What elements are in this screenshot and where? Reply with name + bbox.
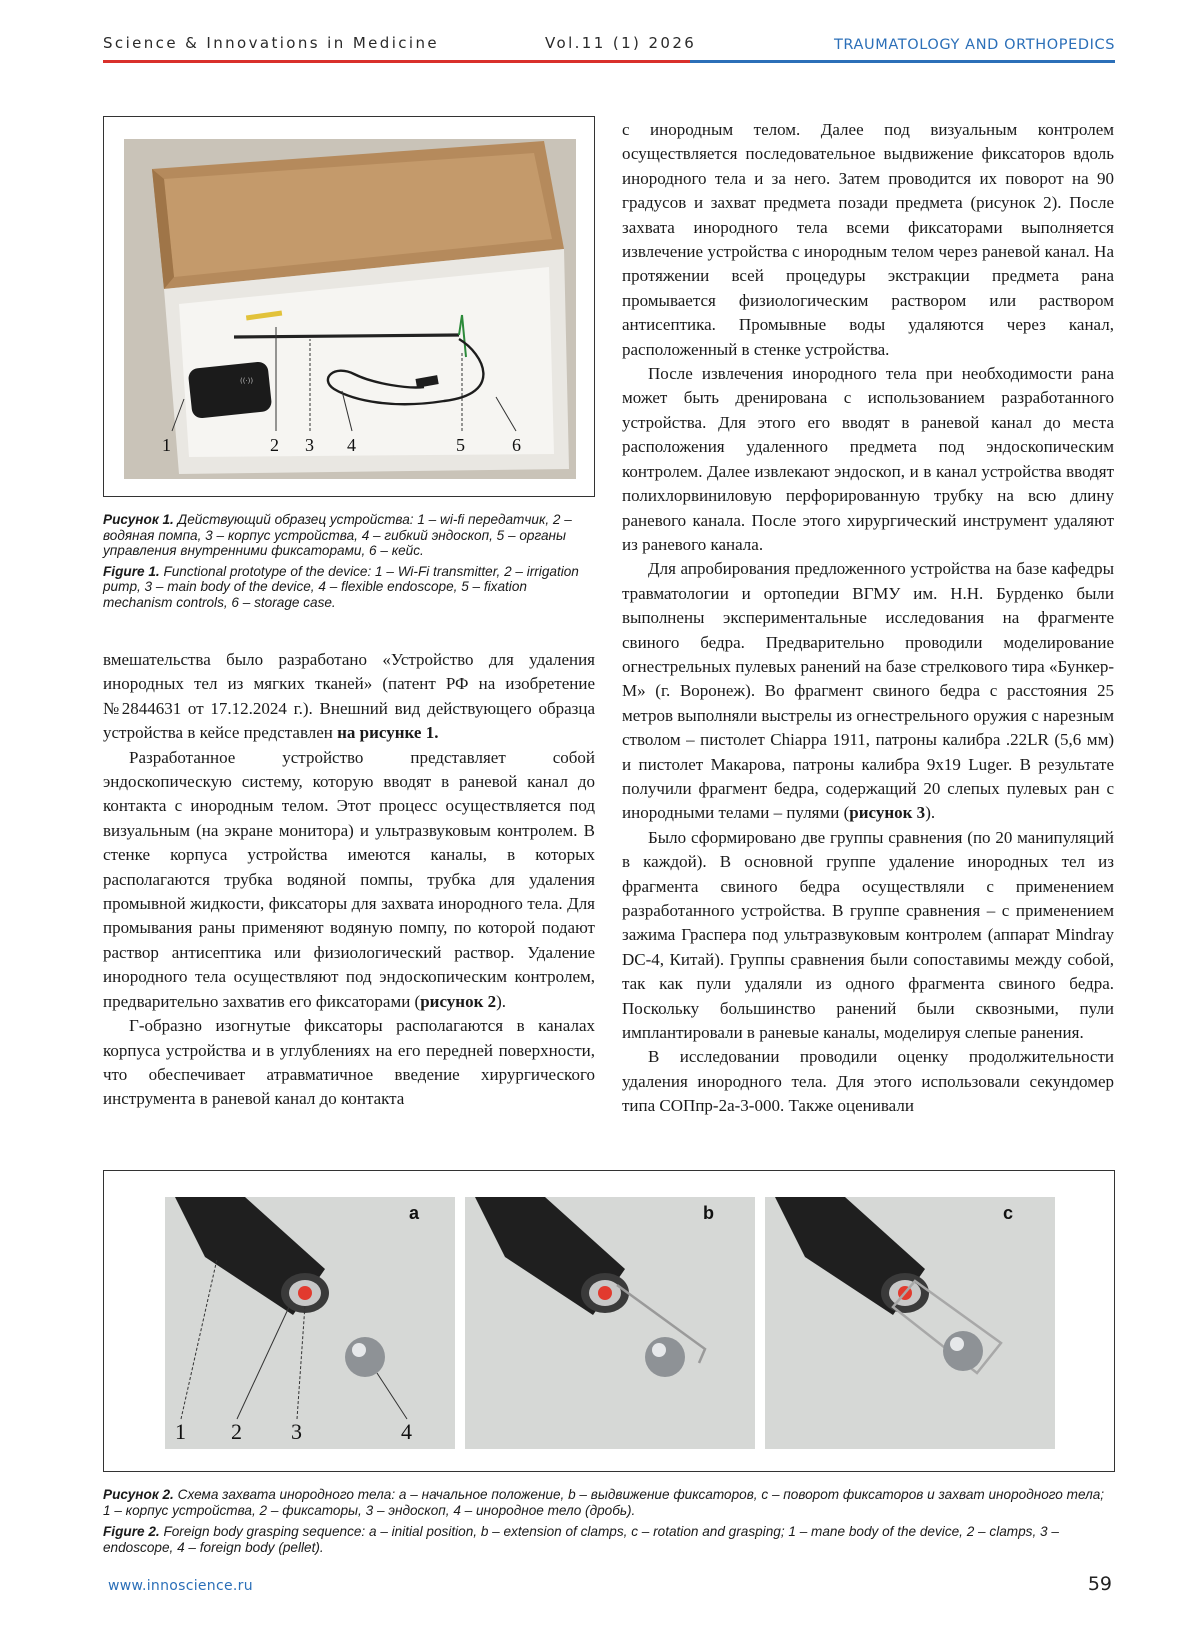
figure-2-caption — [103, 1487, 1115, 1555]
paragraph: с инородным телом. Далее под визуальным контролем осуществляется последовательное выдвижение фиксаторов вдоль инородного тела и за него. Затем проводится их поворот на 90 градусов и захват предмета позади предмета (рисунок 2). После захвата инородного тела всеми фиксаторами выполняется извлечение устройства с инородным телом через раневой канал. На протяжении всей процедуры экстракции предмета рана промывается физиологическим раствором или раствором антисептика. Промывные воды удаляются через канал, расположенный в стенке устройства. — [622, 120, 1114, 359]
figure-2-frame — [103, 1170, 1115, 1472]
caption-ru: Рисунок 2. Схема захвата инородного тела: a – начальное положение, b – выдвижение фиксаторов, c – поворот фиксаторов и захват инородного тела; 1 – корпус устройства, 2 – фиксаторы, 3 – эндоскоп, 4 – инородное тело (дробь). — [103, 1487, 1105, 1518]
paragraph: Г-образно изогнутые фиксаторы располагаются в каналах корпуса устройства и в углублениях на его передней поверхности, что обеспечивает атравматичное введение хирургического инструмента в раневой канал до контакта — [103, 1016, 595, 1109]
section-title: TRAUMATOLOGY AND ORTHOPEDICS — [833, 37, 1115, 53]
page-number: 59 — [1087, 1573, 1112, 1595]
callout-1: 1 — [175, 1419, 186, 1444]
callout-2: 2 — [231, 1419, 242, 1444]
left-column-text — [103, 648, 595, 1112]
wifi-transmitter-device — [188, 361, 273, 419]
callout-3: 3 — [305, 435, 314, 455]
panel-c — [765, 1197, 1055, 1449]
paragraph: вмешательства было разработано «Устройство для удаления инородных тел из мягких тканей» (патент РФ на изобретение №2844631 от 17.12.2024 г.). Внешний вид действующего образца устройства в кейсе представлен на рисунке 1. — [103, 650, 595, 743]
figure-1-frame — [103, 116, 595, 497]
header-rule — [103, 60, 1115, 63]
callout-2: 2 — [270, 435, 279, 455]
callout-4: 4 — [347, 435, 356, 455]
figure-1-caption — [103, 512, 583, 611]
callout-6: 6 — [512, 435, 521, 455]
paragraph: После извлечения инородного тела при необходимости рана может быть дренирована с использованием разработанного устройства. Для этого его вводят в раневой канал до места расположения удаленного предмета под эндоскопическим контролем. Далее извлекают эндоскоп, и в канал устройства вводят полихлорвиниловую перфорированную трубку на всю длину раневого канала. После этого хирургический инструмент удаляют из раневого канала. — [622, 364, 1114, 554]
volume-issue: Vol.11 (1) 2026 — [545, 34, 697, 52]
paragraph: Разработанное устройство представляет собой эндоскопическую систему, которую вводят в раневой канал до контакта с инородным телом. Этот процесс осуществляется под визуальным (на экране монитора) и ультразвуковым контролем. В стенке корпуса устройства имеются каналы, в которых располагаются трубка водяной помпы, трубка для удаления промывной жидкости, фиксаторы для захвата инородного тела. Для промывания раны применяют водяную помпу, по которой подают раствор антисептика или физиологический раствор. Удаление инородного тела осуществляют под эндоскопическим контролем, предварительно захватив его фиксаторами (рисунок 2). — [103, 747, 595, 1011]
panel-label-c: c — [1003, 1203, 1014, 1223]
paragraph: В исследовании проводили оценку продолжительности удаления инородного тела. Для этого использовали секундомер типа СОПпр-2а-3-000. Также оценивали — [622, 1047, 1114, 1116]
paragraph: Было сформировано две группы сравнения (по 20 манипуляций в каждой). В основной группе удаление инородных тел из фрагмента свиного бедра осуществляли с применением разработанного устройства. В группе сравнения – с применением зажима Граспера под ультразвуковым контролем (аппарат Mindray DC-4, Китай). Группы сравнения были сопоставимы между собой, так как пули удаляли из одного фрагмента свиного бедра. Поскольку большинство ранений были сквозными, пули имплантировали в раневые каналы, моделируя слепые ранения. — [622, 827, 1114, 1043]
panel-label-b: b — [703, 1203, 714, 1223]
figure-1-photo — [124, 139, 576, 479]
paragraph: Для апробирования предложенного устройства на базе кафедры травматологии и ортопедии ВГМУ им. Н.Н. Бурденко были выполнены экспериментальные исследования на фрагменте свиного бедра. Предварительно проводили моделирование огнестрельных пулевых ранений на базе стрелкового тира «Бункер-М» (г. Воронеж). Во фрагмент свиного бедра с расстояния 25 метров выполняли выстрелы из огнестрельного оружия с нарезным стволом – пистолет Chiappa 1911, патроны калибра .22LR (5,6 мм) и пистолет Макарова, патроны калибра 9х19 Luger. В результате получили фрагмент бедра, содержащий 20 слепых пулевых ран с инородными телами – пулями (рисунок 3). — [622, 559, 1114, 823]
right-column-text — [622, 118, 1114, 1119]
panel-a — [165, 1197, 455, 1449]
caption-en: Figure 1. Functional prototype of the device: 1 – Wi-Fi transmitter, 2 – irrigation pump, 3 – main body of the device, 4 – flexible endoscope, 5 – fixation mechanism controls, 6 – storage case. — [103, 563, 579, 610]
footer-website-link[interactable]: www.innoscience.ru — [108, 1578, 253, 1594]
journal-title: Science & Innovations in Medicine — [103, 34, 440, 52]
caption-ru: Рисунок 1. Действующий образец устройства: 1 – wi-fi передатчик, 2 – водяная помпа, 3 – корпус устройства, 4 – гибкий эндоскоп, 5 – органы управления внутренними фиксаторами, 6 – кейс. — [103, 512, 572, 559]
callout-5: 5 — [456, 435, 465, 455]
panel-label-a: a — [409, 1203, 420, 1223]
caption-en: Figure 2. Foreign body grasping sequence: a – initial position, b – extension of clamps, c – rotation and grasping; 1 – mane body of the device, 2 – clamps, 3 – endoscope, 4 – foreign body (pellet). — [103, 1524, 1059, 1555]
callout-4: 4 — [401, 1419, 412, 1444]
running-header — [103, 30, 1115, 60]
callout-3: 3 — [291, 1419, 302, 1444]
figure-2-photos — [165, 1197, 1055, 1449]
panel-b — [465, 1197, 755, 1449]
callout-1: 1 — [162, 435, 171, 455]
svg-text:((·)): ((·)) — [240, 377, 254, 385]
